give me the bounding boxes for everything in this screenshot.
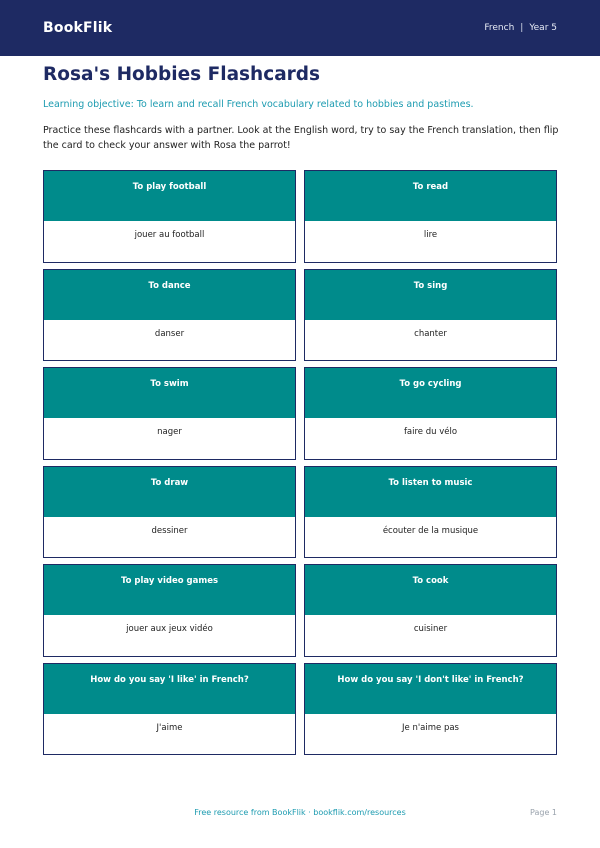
page-number: Page 1 xyxy=(530,808,557,817)
flashcard[interactable] xyxy=(43,269,296,362)
flashcard-back: danser xyxy=(44,320,295,361)
flashcard-back: cuisiner xyxy=(305,615,556,656)
flashcard-back: chanter xyxy=(305,320,556,361)
flashcard-back: jouer aux jeux vidéo xyxy=(44,615,295,656)
flashcard[interactable] xyxy=(304,466,557,559)
flashcard-front: To go cycling xyxy=(305,368,556,418)
flashcard-front: To cook xyxy=(305,565,556,615)
footer-credit[interactable]: Free resource from BookFlik · bookflik.com/resources xyxy=(194,808,406,817)
flashcard[interactable] xyxy=(43,564,296,657)
flashcard[interactable] xyxy=(43,170,296,263)
flashcard-back: jouer au football xyxy=(44,221,295,262)
flashcard-back: dessiner xyxy=(44,517,295,558)
flashcard-front: To sing xyxy=(305,270,556,320)
subject-level xyxy=(484,23,557,33)
page-header xyxy=(0,0,600,56)
flashcard[interactable] xyxy=(43,466,296,559)
flashcard-back: lire xyxy=(305,221,556,262)
flashcard[interactable] xyxy=(304,564,557,657)
flashcard[interactable] xyxy=(43,663,296,756)
flashcard-back: nager xyxy=(44,418,295,459)
flashcard-front: To dance xyxy=(44,270,295,320)
meta-separator: | xyxy=(520,23,524,33)
flashcard-front: To listen to music xyxy=(305,467,556,517)
flashcard[interactable] xyxy=(304,367,557,460)
flashcard-back: faire du vélo xyxy=(305,418,556,459)
flashcard-front: How do you say 'I like' in French? xyxy=(44,664,295,714)
flashcard-front: To draw xyxy=(44,467,295,517)
flashcard[interactable] xyxy=(304,269,557,362)
flashcard-front: To read xyxy=(305,171,556,221)
level-label: Year 5 xyxy=(529,23,557,33)
flashcard[interactable] xyxy=(304,663,557,756)
subject-label: French xyxy=(484,23,515,33)
flashcard-grid xyxy=(43,170,557,755)
brand-logo[interactable]: BookFlik xyxy=(43,20,113,36)
flashcard-back: écouter de la musique xyxy=(305,517,556,558)
flashcard[interactable] xyxy=(43,367,296,460)
flashcard-back: J'aime xyxy=(44,714,295,755)
flashcard[interactable] xyxy=(304,170,557,263)
flashcard-front: To play football xyxy=(44,171,295,221)
page-title: Rosa's Hobbies Flashcards xyxy=(43,64,321,85)
learning-objective: Learning objective: To learn and recall French vocabulary related to hobbies and pastimes. xyxy=(43,99,474,110)
flashcard-back: Je n'aime pas xyxy=(305,714,556,755)
flashcard-front: To swim xyxy=(44,368,295,418)
flashcard-front: How do you say 'I don't like' in French? xyxy=(305,664,556,714)
flashcard-front: To play video games xyxy=(44,565,295,615)
instructions: Practice these flashcards with a partner. Look at the English word, try to say the French translation, then flip the card to check your answer with Rosa the parrot! xyxy=(43,125,559,151)
